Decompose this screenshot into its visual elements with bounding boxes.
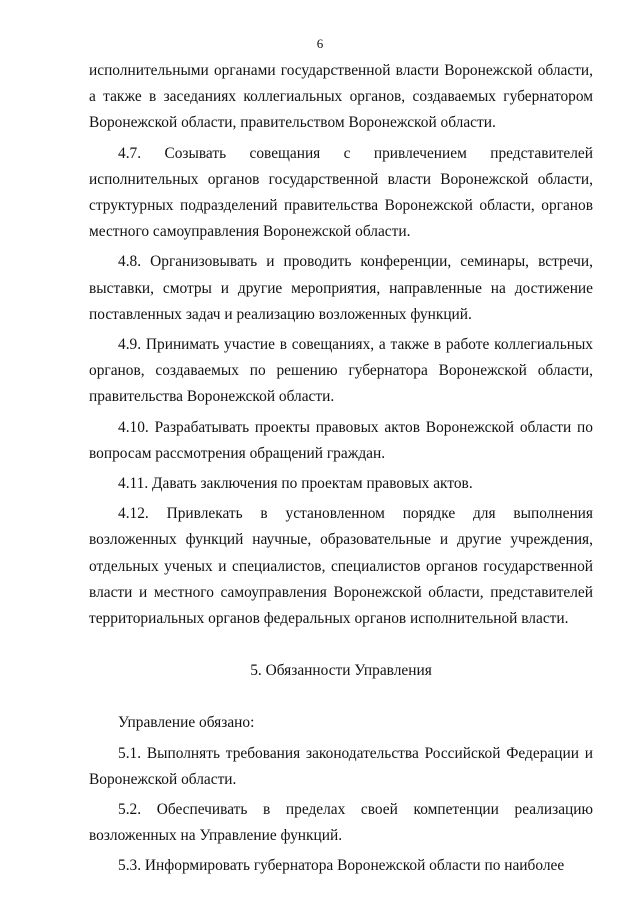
- paragraph-4-8: 4.8. Организовывать и проводить конференции, семинары, встречи, выставки, смотры и другие мероприятия, направленные на достижение поставленных задач и реализацию возложенных функций.: [89, 253, 593, 323]
- paragraph-4-11: 4.11. Давать заключения по проектам правовых актов.: [118, 475, 473, 493]
- paragraph-5-2: 5.2. Обеспечивать в пределах своей компетенции реализацию возложенных на Управление функций.: [89, 801, 593, 845]
- paragraph-5-1: 5.1. Выполнять требования законодательства Российской Федерации и Воронежской области.: [89, 744, 593, 788]
- paragraph-4-12: 4.12. Привлекать в установленном порядке для выполнения возложенных функций научные, образовательные и другие учреждения, отдельных ученых и специалистов, специалистов органов государственной власти и местного самоуправления Воронежской области, представителей территориальных органов федеральных органов исполнительной власти.: [89, 505, 593, 628]
- page-number: 6: [316, 36, 324, 51]
- paragraph-4-7: 4.7. Созывать совещания с привлечением представителей исполнительных органов государственной власти Воронежской области, структурных подразделений правительства Воронежской области, органов местного самоуправления Воронежской области.: [89, 144, 593, 241]
- paragraph-4-9: 4.9. Принимать участие в совещаниях, а также в работе коллегиальных органов, создаваемых по решению губернатора Воронежской области, правительства Воронежской области.: [89, 336, 593, 406]
- paragraph-4-10: 4.10. Разрабатывать проекты правовых актов Воронежской области по вопросам рассмотрения обращений граждан.: [89, 418, 593, 462]
- paragraph-5-3: 5.3. Информировать губернатора Воронежской области по наиболее: [118, 857, 565, 875]
- section-title: 5. Обязанности Управления: [250, 662, 432, 680]
- paragraph-continuation: исполнительными органами государственной власти Воронежской области, а также в заседаниях коллегиальных органов, создаваемых губернатором Воронежской области, правительством Воронежской области.: [89, 62, 593, 132]
- paragraph-intro: Управление обязано:: [118, 714, 255, 732]
- document-body: [89, 58, 593, 880]
